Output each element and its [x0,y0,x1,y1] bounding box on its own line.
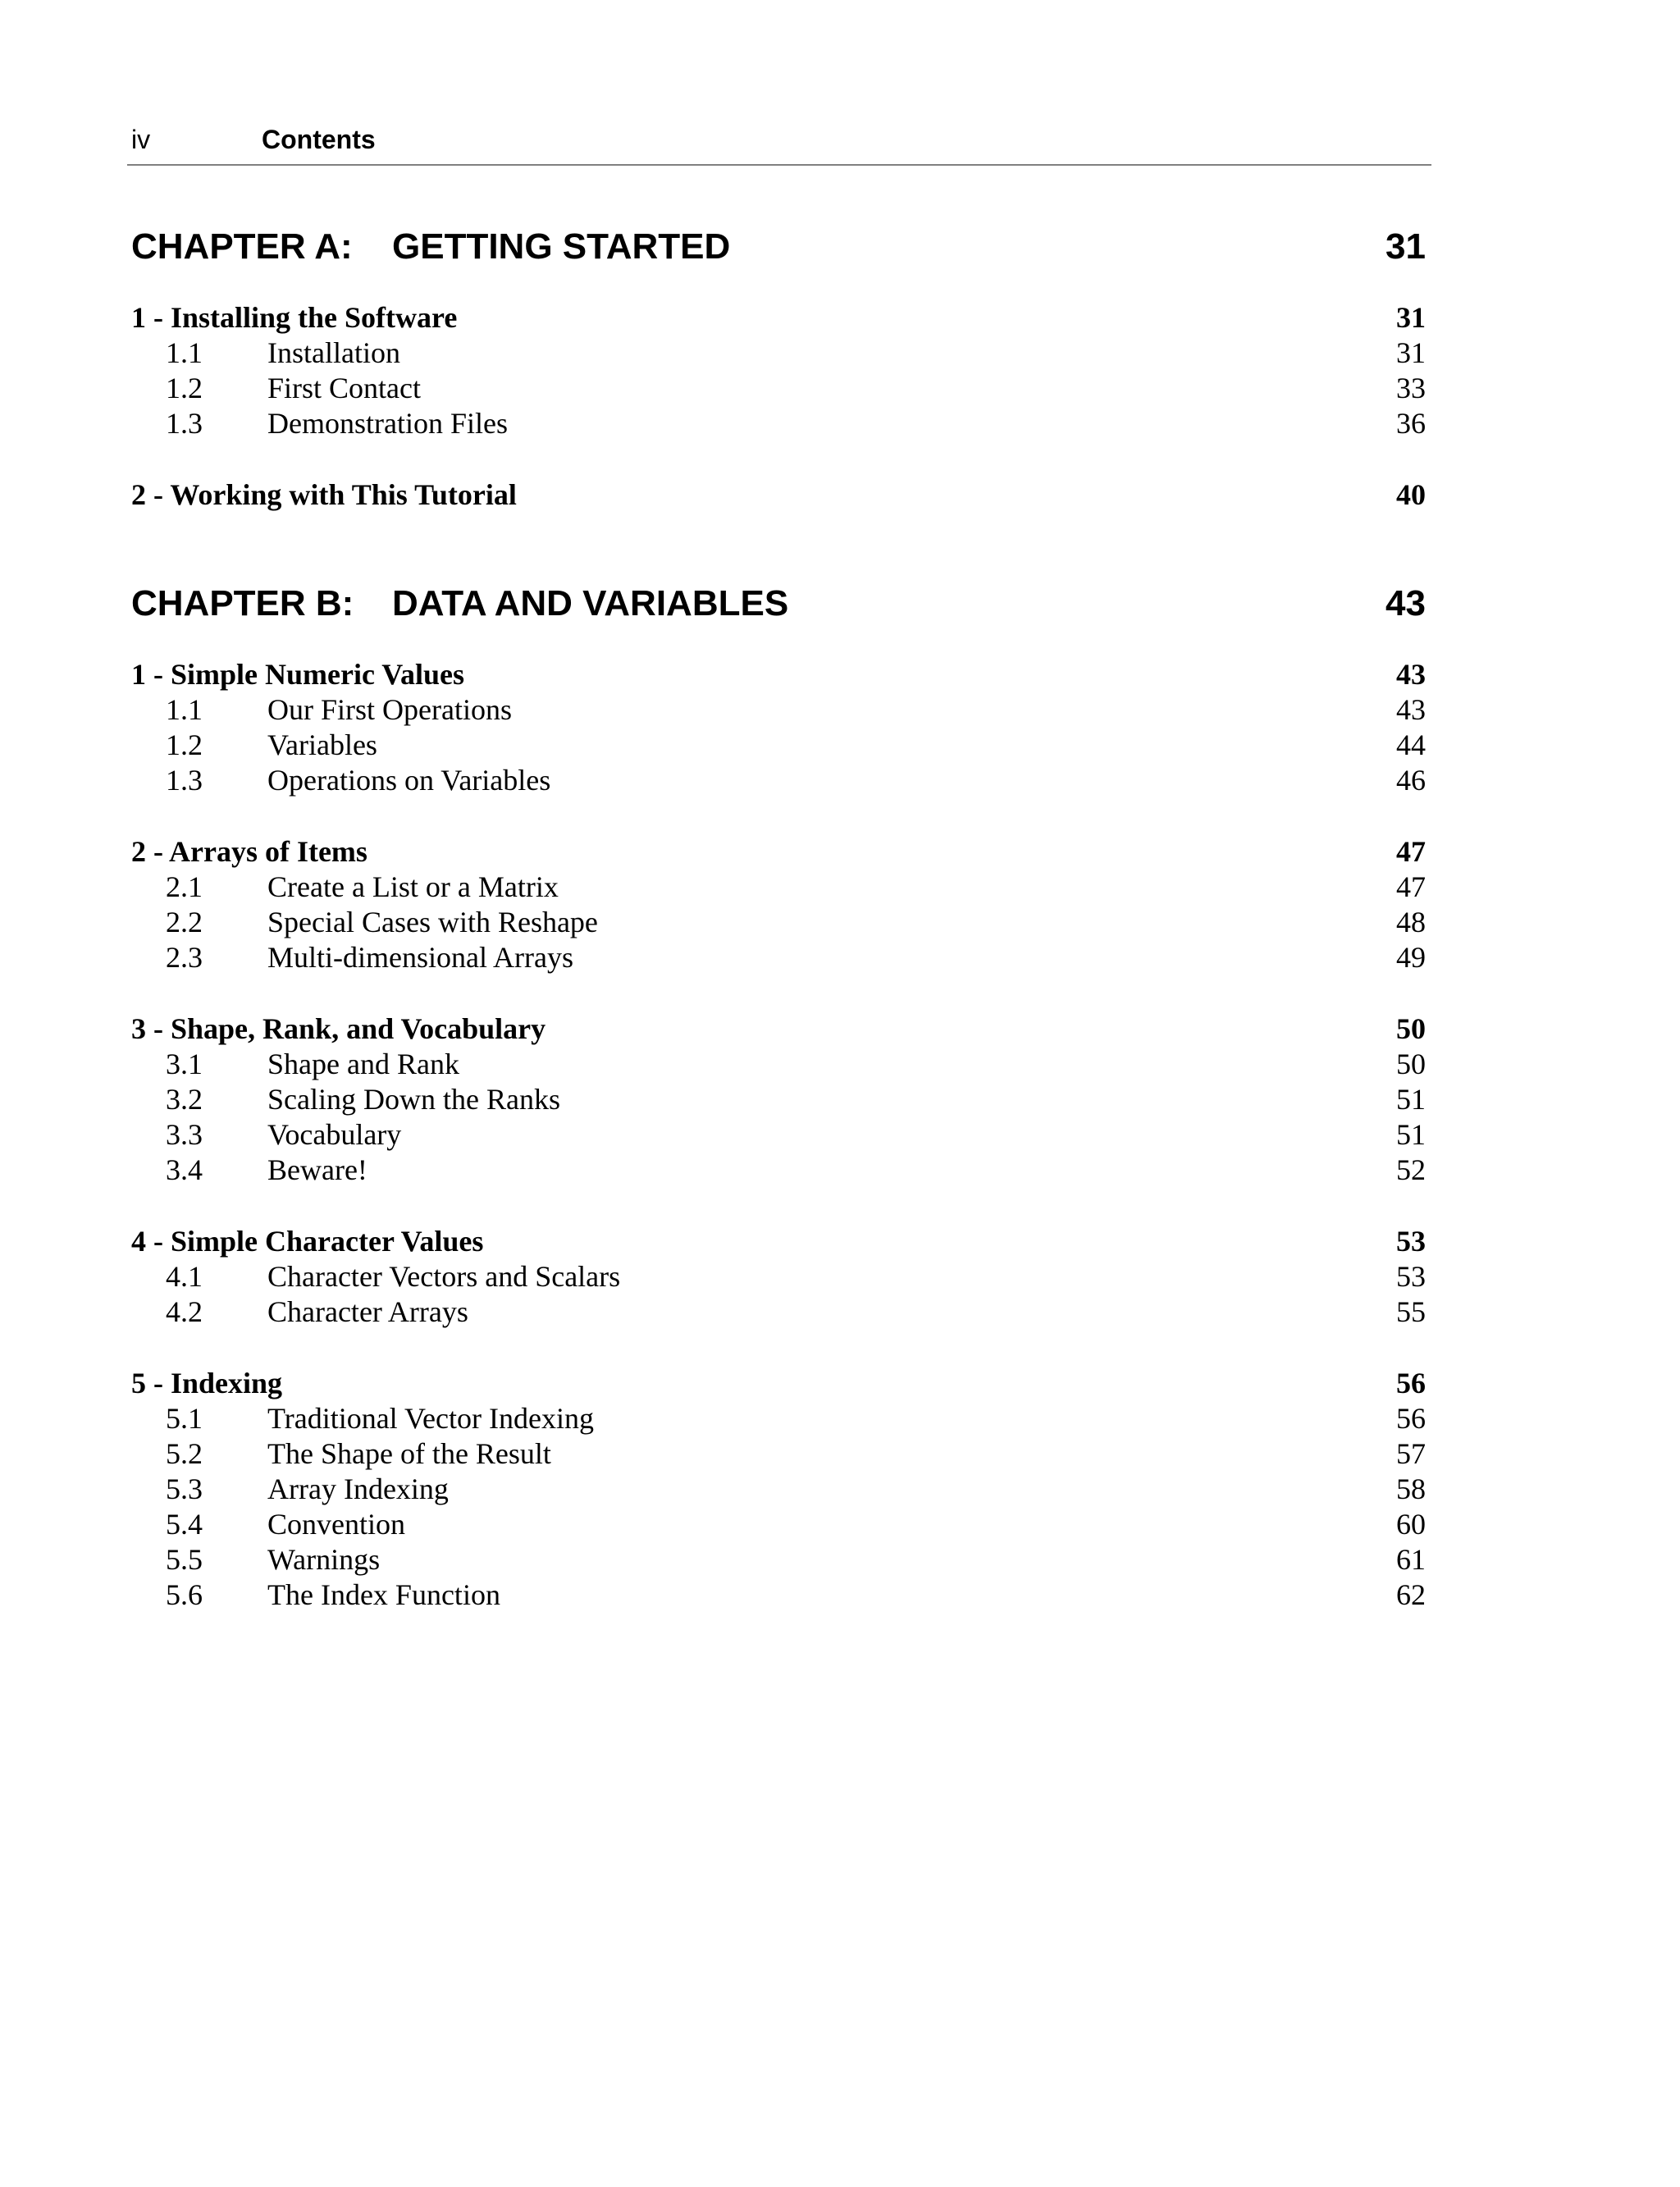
subsection-title: Our First Operations [267,693,512,726]
subsection-entry[interactable] [131,371,1426,406]
table-of-contents [131,226,1426,1649]
section-page-number: 50 [1396,1012,1426,1045]
subsection-entry[interactable] [131,1082,1426,1117]
subsection-title: Installation [267,336,400,369]
subsection-number: 2.1 [166,870,203,903]
chapter-title: GETTING STARTED [392,226,731,267]
subsection-number: 1.2 [166,372,203,404]
subsection-number: 5.6 [166,1578,203,1611]
subsection-entry[interactable] [131,905,1426,940]
subsection-title: Beware! [267,1153,368,1186]
subsection-title: Vocabulary [267,1118,402,1151]
subsection-page-number: 53 [1396,1260,1426,1293]
subsection-entry[interactable] [131,406,1426,441]
section-title: 2 - Arrays of Items [131,835,368,868]
subsection-entry[interactable] [131,728,1426,763]
subsection-entry[interactable] [131,940,1426,975]
section-page-number: 31 [1396,301,1426,334]
subsection-title: Multi-dimensional Arrays [267,941,573,974]
subsection-entry[interactable] [131,1153,1426,1188]
section-entry[interactable] [131,834,1426,870]
subsection-page-number: 58 [1396,1472,1426,1505]
subsection-page-number: 46 [1396,764,1426,797]
section-page-number: 53 [1396,1225,1426,1258]
subsection-title: Special Cases with Reshape [267,906,598,938]
subsection-number: 1.3 [166,764,203,797]
subsection-title: Shape and Rank [267,1048,459,1080]
section-block [131,1224,1426,1330]
subsection-number: 1.2 [166,728,203,761]
subsection-page-number: 62 [1396,1578,1426,1611]
subsection-entry[interactable] [131,870,1426,905]
chapter-heading[interactable] [131,583,1426,636]
subsection-entry[interactable] [131,1577,1426,1613]
subsection-title: Array Indexing [267,1472,449,1505]
section-entry[interactable] [131,477,1426,513]
section-title: 4 - Simple Character Values [131,1225,484,1258]
subsection-entry[interactable] [131,1472,1426,1507]
section-block [131,477,1426,513]
subsection-entry[interactable] [131,1047,1426,1082]
subsection-number: 1.3 [166,407,203,440]
section-title: 1 - Installing the Software [131,301,458,334]
section-title: 3 - Shape, Rank, and Vocabulary [131,1012,546,1045]
subsection-number: 4.1 [166,1260,203,1293]
subsection-title: Traditional Vector Indexing [267,1402,594,1435]
subsection-number: 2.3 [166,941,203,974]
section-page-number: 47 [1396,835,1426,868]
section-entry[interactable] [131,300,1426,336]
subsection-title: The Index Function [267,1578,500,1611]
subsection-title: Demonstration Files [267,407,508,440]
chapter-spacer [131,549,1426,583]
subsection-page-number: 36 [1396,407,1426,440]
subsection-title: Character Arrays [267,1295,468,1328]
subsection-entry[interactable] [131,1436,1426,1472]
subsection-title: Convention [267,1508,405,1541]
section-entry[interactable] [131,1224,1426,1259]
subsection-page-number: 43 [1396,693,1426,726]
subsection-page-number: 33 [1396,372,1426,404]
subsection-entry[interactable] [131,336,1426,371]
section-page-number: 56 [1396,1367,1426,1399]
section-block [131,1011,1426,1188]
chapter-page-number: 31 [1386,226,1426,267]
subsection-page-number: 31 [1396,336,1426,369]
section-entry[interactable] [131,1011,1426,1047]
subsection-page-number: 50 [1396,1048,1426,1080]
subsection-number: 5.5 [166,1543,203,1576]
subsection-number: 3.3 [166,1118,203,1151]
subsection-page-number: 47 [1396,870,1426,903]
subsection-entry[interactable] [131,1542,1426,1577]
section-page-number: 43 [1396,658,1426,691]
section-block [131,300,1426,441]
subsection-title: Create a List or a Matrix [267,870,559,903]
subsection-title: The Shape of the Result [267,1437,551,1470]
subsection-page-number: 61 [1396,1543,1426,1576]
subsection-number: 5.3 [166,1472,203,1505]
subsection-page-number: 51 [1396,1118,1426,1151]
section-entry[interactable] [131,657,1426,692]
section-title: 2 - Working with This Tutorial [131,478,517,511]
subsection-entry[interactable] [131,1294,1426,1330]
section-entry[interactable] [131,1366,1426,1401]
subsection-entry[interactable] [131,692,1426,728]
section-title: 1 - Simple Numeric Values [131,658,465,691]
subsection-page-number: 55 [1396,1295,1426,1328]
subsection-title: Scaling Down the Ranks [267,1083,560,1116]
subsection-number: 3.4 [166,1153,203,1186]
chapter-page-number: 43 [1386,583,1426,623]
subsection-title: Operations on Variables [267,764,551,797]
subsection-entry[interactable] [131,1401,1426,1436]
running-header-title: Contents [262,125,376,154]
page-folio: iv [131,125,151,154]
subsection-entry[interactable] [131,1117,1426,1153]
subsection-number: 4.2 [166,1295,203,1328]
chapter-title: DATA AND VARIABLES [392,583,789,623]
subsection-page-number: 44 [1396,728,1426,761]
section-title: 5 - Indexing [131,1367,283,1399]
subsection-entry[interactable] [131,763,1426,798]
subsection-page-number: 48 [1396,906,1426,938]
subsection-number: 1.1 [166,336,203,369]
subsection-page-number: 60 [1396,1508,1426,1541]
subsection-number: 5.1 [166,1402,203,1435]
subsection-number: 1.1 [166,693,203,726]
subsection-page-number: 52 [1396,1153,1426,1186]
subsection-title: Warnings [267,1543,381,1576]
subsection-page-number: 51 [1396,1083,1426,1116]
chapter-label: CHAPTER B: [131,583,354,623]
subsection-entry[interactable] [131,1259,1426,1294]
subsection-title: Variables [267,728,377,761]
subsection-number: 2.2 [166,906,203,938]
subsection-entry[interactable] [131,1507,1426,1542]
section-block [131,834,1426,975]
subsection-number: 3.1 [166,1048,203,1080]
subsection-number: 5.2 [166,1437,203,1470]
subsection-page-number: 56 [1396,1402,1426,1435]
subsection-page-number: 49 [1396,941,1426,974]
chapter-label: CHAPTER A: [131,226,353,267]
subsection-title: First Contact [267,372,421,404]
section-block [131,1366,1426,1613]
subsection-number: 5.4 [166,1508,203,1541]
section-block [131,657,1426,798]
subsection-title: Character Vectors and Scalars [267,1260,621,1293]
section-page-number: 40 [1396,478,1426,511]
running-header [127,123,1431,166]
subsection-page-number: 57 [1396,1437,1426,1470]
subsection-number: 3.2 [166,1083,203,1116]
chapter-heading[interactable] [131,226,1426,279]
